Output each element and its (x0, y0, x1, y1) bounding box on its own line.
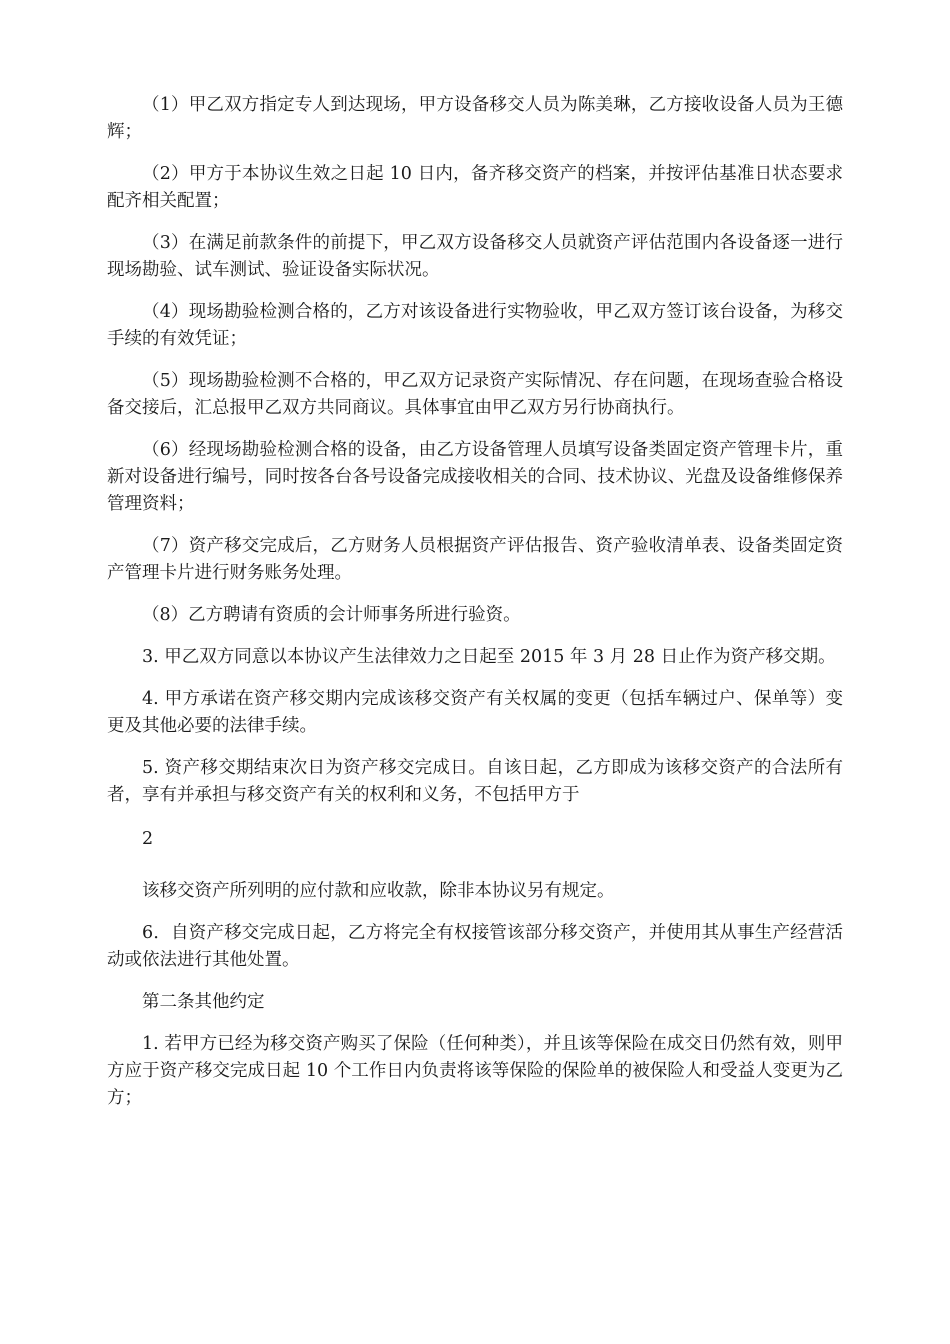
clause-4: 4. 甲方承诺在资产移交期内完成该移交资产有关权属的变更（包括车辆过户、保单等）变更及其他必要的法律手续。 (107, 689, 843, 736)
clause-5-continued: 该移交资产所列明的应付款和应收款，除非本协议另有规定。 (142, 881, 615, 901)
clause-6: 6．自资产移交完成日起，乙方将完全有权接管该部分移交资产，并使用其从事生产经营活动或依法进行其他处置。 (107, 923, 843, 970)
section-heading-article-2: 第二条其他约定 (142, 992, 265, 1012)
clause-item-7: （7）资产移交完成后，乙方财务人员根据资产评估报告、资产验收清单表、设备类固定资产管理卡片进行财务账务处理。 (107, 536, 843, 583)
page-number: 2 (142, 829, 154, 849)
clause-item-5: （5）现场勘验检测不合格的，甲乙双方记录资产实际情况、存在问题，在现场查验合格设备交接后，汇总报甲乙双方共同商议。具体事宜由甲乙双方另行协商执行。 (107, 371, 843, 418)
clause-item-8: （8）乙方聘请有资质的会计师事务所进行验资。 (142, 605, 521, 625)
clause-item-4: （4）现场勘验检测合格的，乙方对该设备进行实物验收，甲乙双方签订该台设备，为移交手续的有效凭证； (107, 302, 843, 349)
clause-3: 3. 甲乙双方同意以本协议产生法律效力之日起至 2015 年 3 月 28 日止作为资产移交期。 (142, 647, 836, 667)
clause-item-3: （3）在满足前款条件的前提下，甲乙双方设备移交人员就资产评估范围内各设备逐一进行现场勘验、试车测试、验证设备实际状况。 (107, 233, 843, 280)
clause-item-1: （1）甲乙双方指定专人到达现场，甲方设备移交人员为陈美琳，乙方接收设备人员为王德辉； (107, 95, 843, 142)
clause-item-2: （2）甲方于本协议生效之日起 10 日内，备齐移交资产的档案，并按评估基准日状态要求配齐相关配置； (107, 164, 843, 211)
article-2-clause-1: 1. 若甲方已经为移交资产购买了保险（任何种类），并且该等保险在成交日仍然有效，则甲方应于资产移交完成日起 10 个工作日内负责将该等保险的保险单的被保险人和受益人变更为乙方； (107, 1034, 843, 1108)
clause-item-6: （6）经现场勘验检测合格的设备，由乙方设备管理人员填写设备类固定资产管理卡片，重新对设备进行编号，同时按各台各号设备完成接收相关的合同、技术协议、光盘及设备维修保养管理资料； (107, 440, 843, 514)
clause-5: 5. 资产移交期结束次日为资产移交完成日。自该日起，乙方即成为该移交资产的合法所有者，享有并承担与移交资产有关的权利和义务，不包括甲方于 (107, 758, 843, 805)
